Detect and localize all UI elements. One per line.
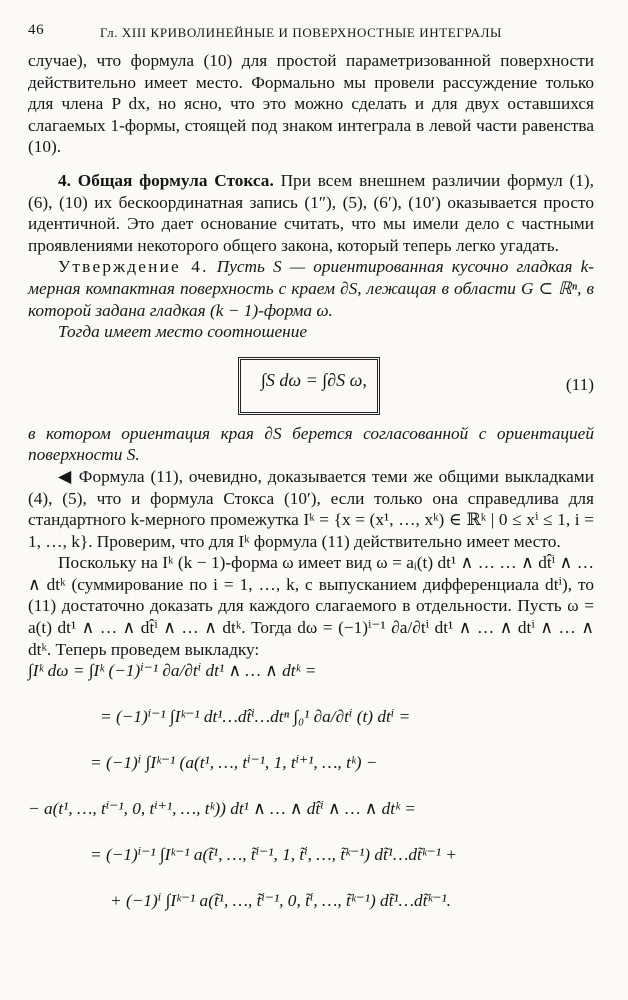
claim-label: Утверждение 4. bbox=[58, 257, 209, 277]
section-text: При всем внешнем различии формул (1), (6), (10) их бескоординатная запись (1″), (5), (6′), (10′) оказывается просто идентичной. Это дает основание считать, что мы имели дело с частными проявлениями некоторого общего закона, который теперь легко угадать. bbox=[28, 170, 594, 255]
paragraph-intro: случае), что формула (10) для простой параметризованной поверхности действительно имеет место. Формально мы провели рассуждение только для члена P dx, но ясно, что это можно сделать и для двух оставшихся слагаемых 1-формы, стоящей под знаком интеграла в левой части равенства (10). bbox=[28, 51, 594, 157]
derivation-line-6: + (−1)ⁱ ∫Iᵏ⁻¹ a(t̃¹, …, t̃ⁱ⁻¹, 0, t̃ⁱ, …, t̃ᵏ⁻¹) dt̃¹…dt̃ᵏ⁻¹. bbox=[110, 891, 451, 911]
book-page bbox=[28, 16, 594, 936]
derivation-line-4: − a(t¹, …, tⁱ⁻¹, 0, tⁱ⁺¹, …, tᵏ)) dt¹ ∧ … ∧ dt̂ⁱ ∧ … ∧ dtᵏ = bbox=[28, 799, 416, 819]
derivation-line-5: = (−1)ⁱ⁻¹ ∫Iᵏ⁻¹ a(t̃¹, …, t̃ⁱ⁻¹, 1, t̃ⁱ, …, t̃ᵏ⁻¹) dt̃¹…dt̃ᵏ⁻¹ + bbox=[90, 845, 457, 865]
claim-text: Пусть S — ориентированная кусочно гладкая k-мерная компактная поверхность с краем ∂S, лежащая в области G ⊂ ℝⁿ, в которой задана гладкая (k − 1)-форма ω. bbox=[28, 257, 594, 320]
running-title: Гл. XIII КРИВОЛИНЕЙНЫЕ И ПОВЕРХНОСТНЫЕ ИНТЕГРАЛЫ bbox=[100, 25, 502, 40]
equation-number: (11) bbox=[565, 374, 594, 394]
claim-then: Тогда имеет место соотношение bbox=[58, 322, 308, 342]
equation-11-row bbox=[28, 349, 594, 423]
page-header bbox=[28, 16, 594, 50]
boxed-formula: ∫S dω = ∫∂S ω, bbox=[238, 357, 380, 415]
derivation-block bbox=[28, 660, 594, 936]
derivation-line-3: = (−1)ⁱ ∫Iᵏ⁻¹ (a(t¹, …, tⁱ⁻¹, 1, tⁱ⁺¹, …, tᵏ) − bbox=[90, 753, 378, 773]
section-heading: 4. Общая формула Стокса. bbox=[58, 170, 274, 190]
claim-paragraph bbox=[28, 256, 594, 321]
page-number: 46 bbox=[28, 22, 45, 38]
derivation-line-2: = (−1)ⁱ⁻¹ ∫Iᵏ⁻¹ dt¹…dt̂ⁱ…dtⁿ ∫₀¹ ∂a/∂tⁱ (t) dtⁱ = bbox=[100, 707, 411, 727]
derivation-line-1: ∫Iᵏ dω = ∫Iᵏ (−1)ⁱ⁻¹ ∂a/∂tⁱ dt¹ ∧ … ∧ dtᵏ = bbox=[28, 661, 317, 681]
proof-paragraph: ◀ Формула (11), очевидно, доказывается теми же общими выкладками (4), (5), что и формула Стокса (10′), если только она справедлива для стандартного k-мерного промежутка Iᵏ = {x = (x¹, …, xᵏ) ∈ ℝᵏ | 0 ≤ xⁱ ≤ 1, i = 1, …, k}. Проверим, что для Iᵏ формула (11) действительно имеет место. bbox=[28, 466, 594, 551]
claim-tail: в котором ориентация края ∂S берется согласованной с ориентацией поверхности S. bbox=[28, 423, 594, 465]
paragraph-general-stokes bbox=[28, 170, 594, 256]
proof-paragraph-2: Поскольку на Iᵏ (k − 1)-форма ω имеет вид ω = aᵢ(t) dt¹ ∧ … … ∧ dt̂ⁱ ∧ … ∧ dtᵏ (суммирование по i = 1, …, k, с выпусканием дифференциала dtⁱ), то (11) достаточно доказать для каждого слагаемого в отдельности. Пусть ω = a(t) dt¹ ∧ … ∧ dt̂ⁱ ∧ … ∧ dtᵏ. Тогда dω = (−1)ⁱ⁻¹ ∂a/∂tⁱ dt¹ ∧ … ∧ dtⁱ ∧ … ∧ dtᵏ. Теперь проведем выкладку: bbox=[28, 553, 594, 659]
